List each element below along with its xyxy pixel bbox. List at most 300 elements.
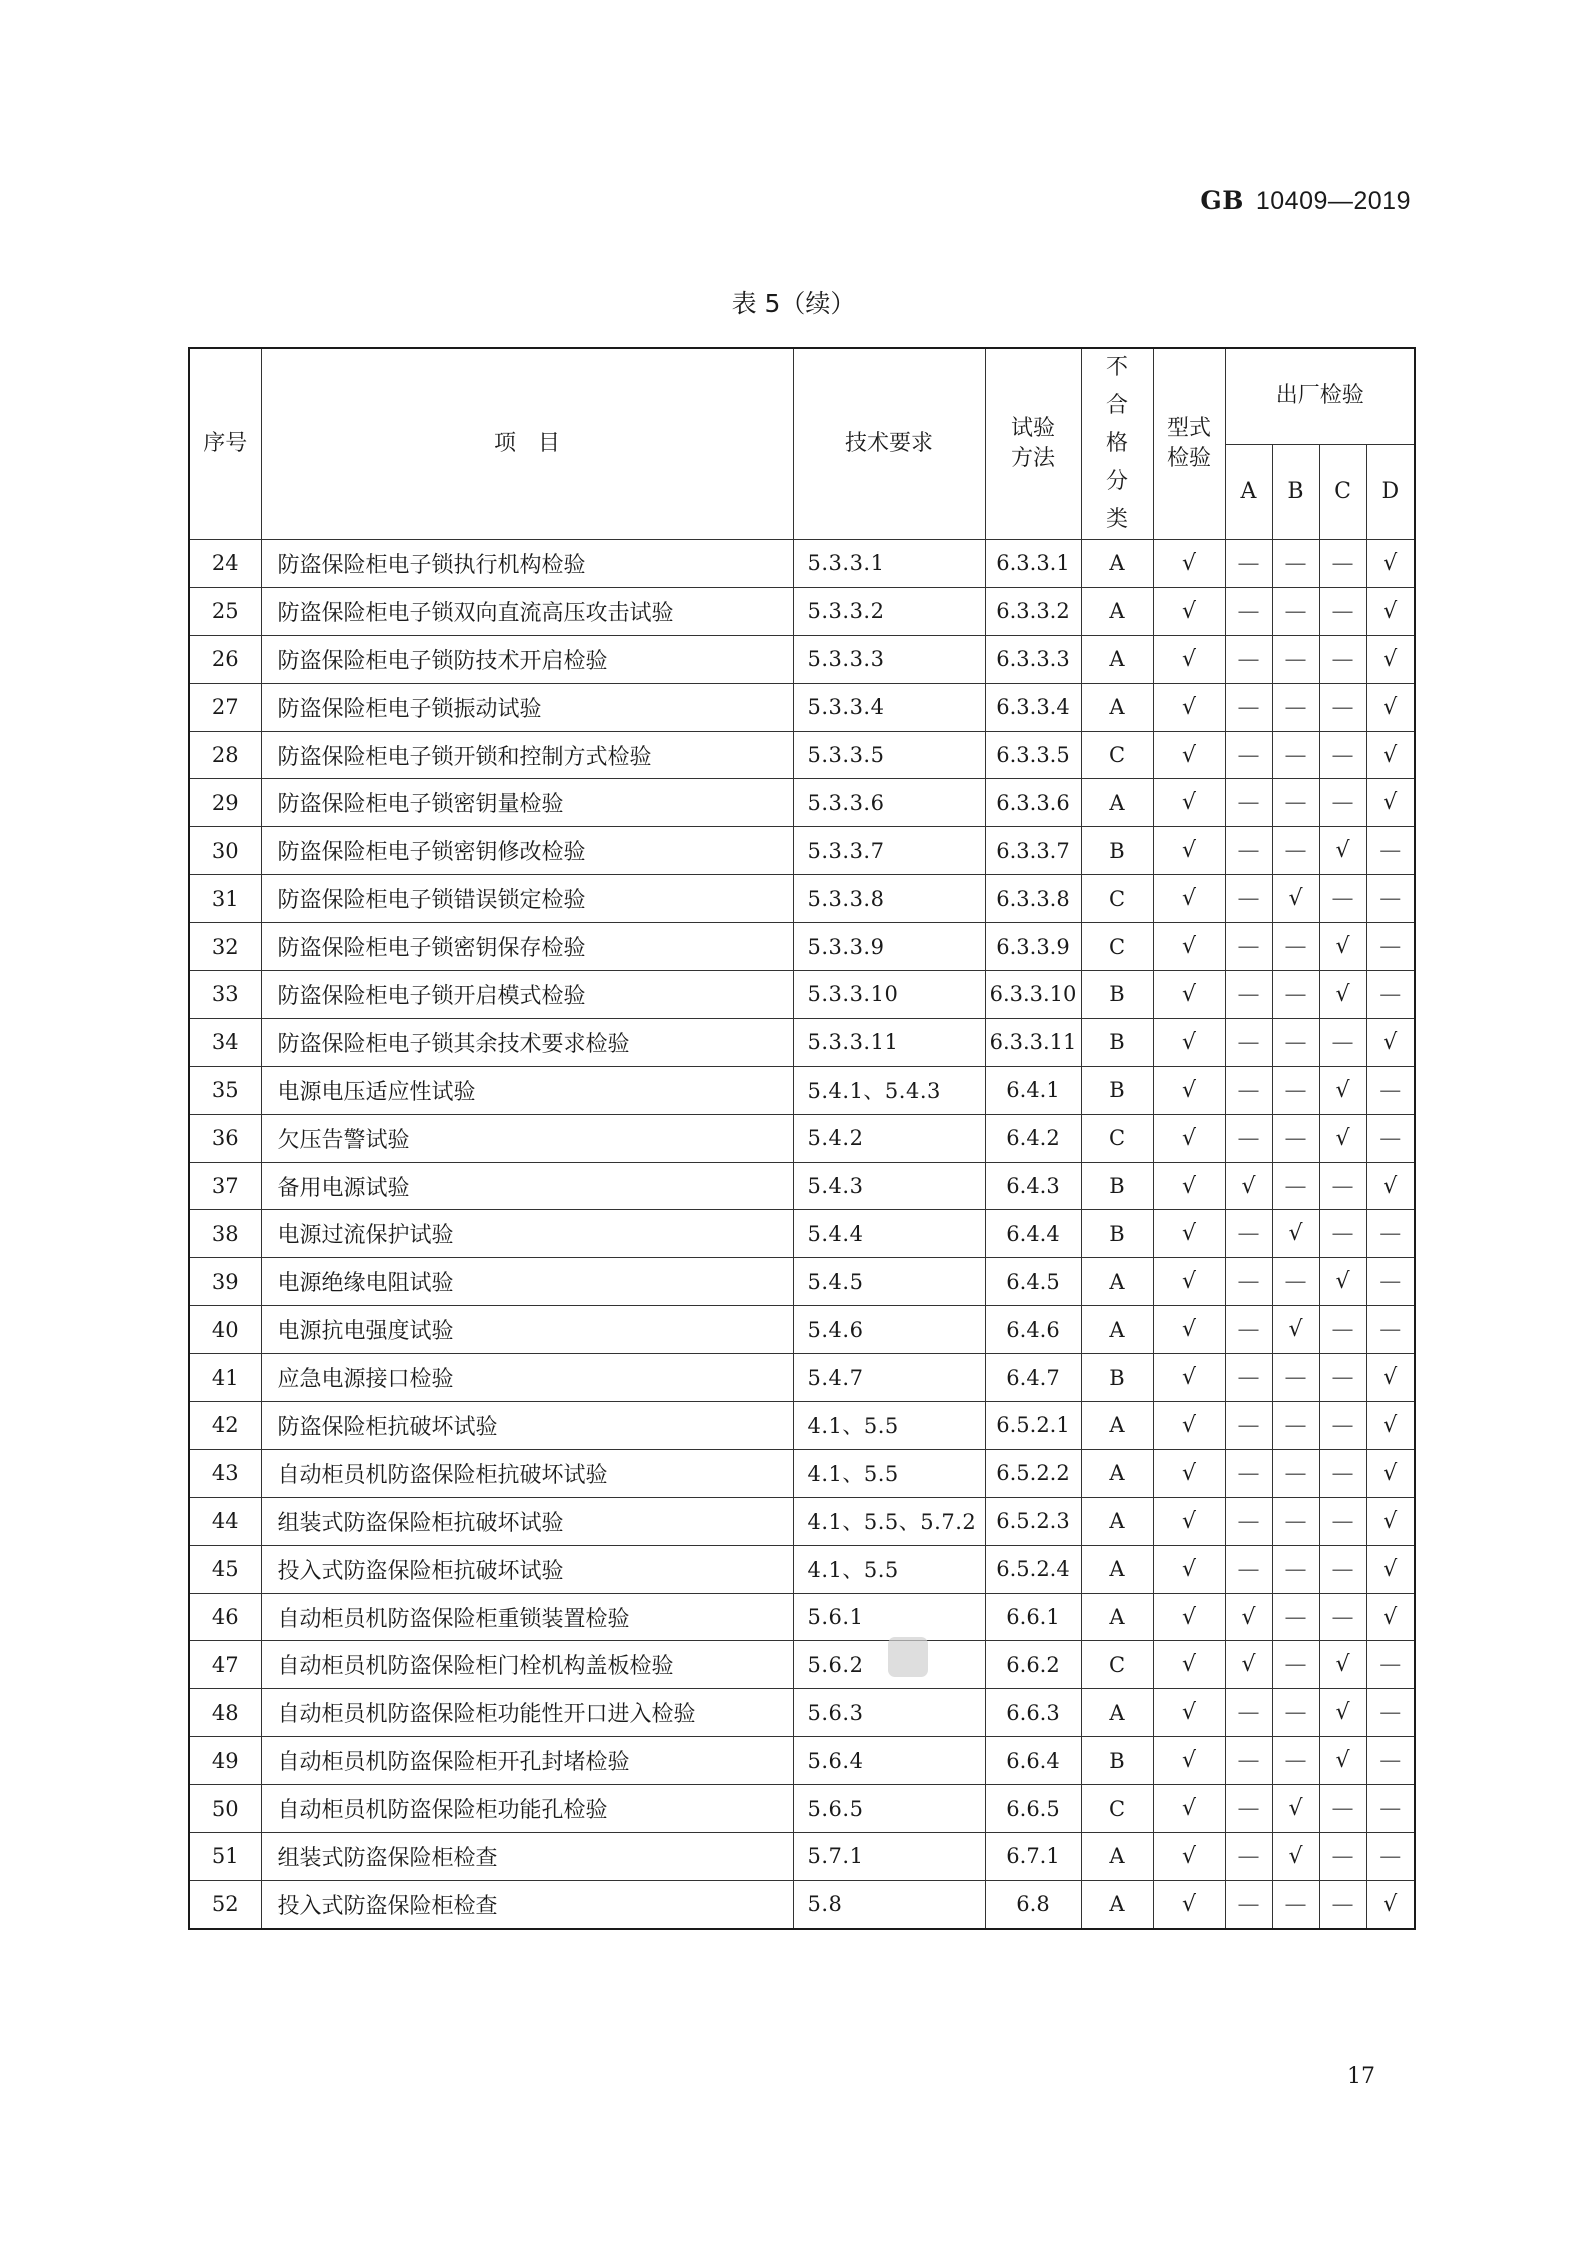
row-no: 51: [189, 1833, 261, 1881]
row-requirement: 5.3.3.9: [793, 923, 985, 971]
row-factory-d: √: [1366, 1354, 1415, 1402]
row-no: 50: [189, 1785, 261, 1833]
row-no: 30: [189, 827, 261, 875]
row-factory-b: —: [1272, 731, 1319, 779]
row-type-test: √: [1153, 1018, 1225, 1066]
row-factory-a: —: [1225, 875, 1272, 923]
row-method: 6.3.3.3: [985, 635, 1081, 683]
col-header-d: D: [1366, 444, 1415, 539]
row-item: 投入式防盗保险柜检查: [261, 1880, 793, 1928]
row-factory-b: —: [1272, 1114, 1319, 1162]
row-factory-b: —: [1272, 540, 1319, 588]
row-class: B: [1081, 1354, 1153, 1402]
row-class: A: [1081, 1497, 1153, 1545]
row-factory-b: —: [1272, 683, 1319, 731]
row-class: A: [1081, 1306, 1153, 1354]
row-factory-d: √: [1366, 1162, 1415, 1210]
row-factory-a: —: [1225, 1497, 1272, 1545]
row-requirement: 5.3.3.8: [793, 875, 985, 923]
table-row: [189, 731, 1415, 779]
row-item: 防盗保险柜电子锁密钥修改检验: [261, 827, 793, 875]
nonconformity-header-text: 不合格分类: [1105, 355, 1128, 532]
row-factory-d: √: [1366, 1545, 1415, 1593]
row-class: C: [1081, 923, 1153, 971]
row-type-test: √: [1153, 1641, 1225, 1689]
row-method: 6.3.3.11: [985, 1018, 1081, 1066]
row-factory-d: —: [1366, 923, 1415, 971]
row-type-test: √: [1153, 1880, 1225, 1928]
row-factory-b: —: [1272, 587, 1319, 635]
row-factory-c: —: [1319, 1880, 1366, 1928]
row-factory-c: —: [1319, 1402, 1366, 1450]
row-requirement: 5.6.4: [793, 1737, 985, 1785]
row-factory-c: √: [1319, 1641, 1366, 1689]
row-class: A: [1081, 635, 1153, 683]
row-factory-d: —: [1366, 1066, 1415, 1114]
col-header-c: C: [1319, 444, 1366, 539]
row-factory-d: —: [1366, 827, 1415, 875]
row-factory-d: √: [1366, 779, 1415, 827]
table-row: [189, 635, 1415, 683]
row-factory-c: —: [1319, 779, 1366, 827]
table-row: [189, 779, 1415, 827]
row-factory-a: —: [1225, 1785, 1272, 1833]
row-type-test: √: [1153, 635, 1225, 683]
row-requirement: 5.6.1: [793, 1593, 985, 1641]
row-factory-d: √: [1366, 1593, 1415, 1641]
row-class: A: [1081, 1689, 1153, 1737]
row-factory-c: —: [1319, 1833, 1366, 1881]
row-factory-a: —: [1225, 540, 1272, 588]
row-class: B: [1081, 1737, 1153, 1785]
table-row: [189, 923, 1415, 971]
row-no: 47: [189, 1641, 261, 1689]
row-item: 组装式防盗保险柜抗破坏试验: [261, 1497, 793, 1545]
row-method: 6.4.2: [985, 1114, 1081, 1162]
row-no: 35: [189, 1066, 261, 1114]
table-row: [189, 1162, 1415, 1210]
row-item: 防盗保险柜电子锁错误锁定检验: [261, 875, 793, 923]
row-factory-c: √: [1319, 1066, 1366, 1114]
table-row: [189, 1833, 1415, 1881]
table-row: [189, 1497, 1415, 1545]
row-factory-d: √: [1366, 635, 1415, 683]
row-factory-b: —: [1272, 1258, 1319, 1306]
table-row: [189, 1737, 1415, 1785]
row-factory-b: —: [1272, 779, 1319, 827]
row-factory-c: —: [1319, 1449, 1366, 1497]
table-row: [189, 1449, 1415, 1497]
row-requirement: 5.3.3.1: [793, 540, 985, 588]
row-type-test: √: [1153, 1497, 1225, 1545]
row-type-test: √: [1153, 1545, 1225, 1593]
row-class: C: [1081, 1641, 1153, 1689]
row-item: 防盗保险柜电子锁其余技术要求检验: [261, 1018, 793, 1066]
row-item: 自动柜员机防盗保险柜开孔封堵检验: [261, 1737, 793, 1785]
row-requirement: 5.4.5: [793, 1258, 985, 1306]
row-factory-c: —: [1319, 1593, 1366, 1641]
row-factory-d: —: [1366, 1737, 1415, 1785]
page-number: 17: [1347, 2064, 1375, 2089]
row-item: 防盗保险柜电子锁执行机构检验: [261, 540, 793, 588]
table-row: [189, 827, 1415, 875]
col-header-type-test: [1153, 348, 1225, 540]
row-factory-d: —: [1366, 1785, 1415, 1833]
row-type-test: √: [1153, 1210, 1225, 1258]
row-factory-d: √: [1366, 683, 1415, 731]
row-factory-c: √: [1319, 1114, 1366, 1162]
row-requirement: 5.3.3.11: [793, 1018, 985, 1066]
inspection-table: [188, 347, 1416, 1930]
row-no: 34: [189, 1018, 261, 1066]
table-row: [189, 1306, 1415, 1354]
row-factory-c: —: [1319, 1497, 1366, 1545]
row-item: 电源过流保护试验: [261, 1210, 793, 1258]
row-item: 应急电源接口检验: [261, 1354, 793, 1402]
row-type-test: √: [1153, 1354, 1225, 1402]
row-factory-b: —: [1272, 923, 1319, 971]
row-class: C: [1081, 731, 1153, 779]
table-row: [189, 1785, 1415, 1833]
row-no: 36: [189, 1114, 261, 1162]
row-factory-a: —: [1225, 1545, 1272, 1593]
row-class: A: [1081, 1402, 1153, 1450]
row-factory-b: √: [1272, 875, 1319, 923]
row-class: B: [1081, 1210, 1153, 1258]
row-method: 6.5.2.3: [985, 1497, 1081, 1545]
row-no: 28: [189, 731, 261, 779]
table-body: [189, 540, 1415, 1929]
row-no: 39: [189, 1258, 261, 1306]
row-method: 6.3.3.6: [985, 779, 1081, 827]
row-method: 6.5.2.2: [985, 1449, 1081, 1497]
row-requirement: 5.3.3.4: [793, 683, 985, 731]
row-requirement: 5.3.3.2: [793, 587, 985, 635]
row-method: 6.3.3.4: [985, 683, 1081, 731]
row-item: 投入式防盗保险柜抗破坏试验: [261, 1545, 793, 1593]
table-row: [189, 1402, 1415, 1450]
row-requirement: 5.3.3.7: [793, 827, 985, 875]
row-type-test: √: [1153, 587, 1225, 635]
row-factory-a: √: [1225, 1593, 1272, 1641]
row-no: 49: [189, 1737, 261, 1785]
table-row: [189, 587, 1415, 635]
row-factory-b: —: [1272, 827, 1319, 875]
row-factory-d: —: [1366, 1258, 1415, 1306]
row-item: 电源电压适应性试验: [261, 1066, 793, 1114]
row-method: 6.4.1: [985, 1066, 1081, 1114]
row-method: 6.6.5: [985, 1785, 1081, 1833]
row-method: 6.4.6: [985, 1306, 1081, 1354]
row-factory-a: —: [1225, 1880, 1272, 1928]
table-row: [189, 1210, 1415, 1258]
row-factory-a: —: [1225, 1306, 1272, 1354]
row-no: 48: [189, 1689, 261, 1737]
table-row: [189, 1354, 1415, 1402]
row-factory-a: —: [1225, 923, 1272, 971]
row-factory-b: —: [1272, 1018, 1319, 1066]
row-factory-c: —: [1319, 875, 1366, 923]
row-factory-a: √: [1225, 1162, 1272, 1210]
row-requirement: 5.6.5: [793, 1785, 985, 1833]
col-header-a: A: [1225, 444, 1272, 539]
row-item: 自动柜员机防盗保险柜门栓机构盖板检验: [261, 1641, 793, 1689]
row-type-test: √: [1153, 1785, 1225, 1833]
row-factory-a: —: [1225, 971, 1272, 1019]
gray-mark: [888, 1637, 928, 1677]
type-test-header-text: 型式检验: [1166, 416, 1211, 471]
row-class: C: [1081, 875, 1153, 923]
row-factory-b: —: [1272, 1354, 1319, 1402]
row-factory-a: —: [1225, 1210, 1272, 1258]
row-class: B: [1081, 971, 1153, 1019]
row-requirement: 5.3.3.6: [793, 779, 985, 827]
row-method: 6.3.3.7: [985, 827, 1081, 875]
standard-code: [1200, 186, 1411, 216]
row-factory-d: √: [1366, 1402, 1415, 1450]
row-class: B: [1081, 1162, 1153, 1210]
col-header-requirement: 技术要求: [793, 348, 985, 540]
row-method: 6.3.3.2: [985, 587, 1081, 635]
row-class: A: [1081, 540, 1153, 588]
row-factory-a: —: [1225, 587, 1272, 635]
row-factory-b: √: [1272, 1306, 1319, 1354]
row-factory-a: —: [1225, 1833, 1272, 1881]
row-requirement: 5.4.3: [793, 1162, 985, 1210]
row-class: B: [1081, 827, 1153, 875]
row-factory-c: √: [1319, 1689, 1366, 1737]
row-factory-c: √: [1319, 1258, 1366, 1306]
row-item: 防盗保险柜电子锁开启模式检验: [261, 971, 793, 1019]
row-factory-d: —: [1366, 1306, 1415, 1354]
row-factory-c: —: [1319, 683, 1366, 731]
row-factory-c: —: [1319, 587, 1366, 635]
row-class: C: [1081, 1114, 1153, 1162]
row-method: 6.7.1: [985, 1833, 1081, 1881]
row-factory-c: √: [1319, 1737, 1366, 1785]
row-requirement: 5.4.6: [793, 1306, 985, 1354]
row-type-test: √: [1153, 1066, 1225, 1114]
table-row: [189, 683, 1415, 731]
row-type-test: √: [1153, 779, 1225, 827]
row-factory-b: —: [1272, 971, 1319, 1019]
row-factory-d: √: [1366, 1497, 1415, 1545]
row-class: A: [1081, 1545, 1153, 1593]
row-factory-a: —: [1225, 827, 1272, 875]
row-type-test: √: [1153, 540, 1225, 588]
row-no: 32: [189, 923, 261, 971]
row-class: A: [1081, 1833, 1153, 1881]
row-requirement: 4.1、5.5: [793, 1545, 985, 1593]
col-header-b: B: [1272, 444, 1319, 539]
row-factory-a: —: [1225, 1018, 1272, 1066]
row-requirement: 4.1、5.5: [793, 1449, 985, 1497]
row-factory-d: —: [1366, 1689, 1415, 1737]
row-factory-b: —: [1272, 1593, 1319, 1641]
row-no: 43: [189, 1449, 261, 1497]
row-factory-d: √: [1366, 587, 1415, 635]
row-requirement: 4.1、5.5、5.7.2: [793, 1497, 985, 1545]
row-no: 29: [189, 779, 261, 827]
row-factory-a: —: [1225, 1066, 1272, 1114]
row-type-test: √: [1153, 1306, 1225, 1354]
row-factory-d: √: [1366, 1449, 1415, 1497]
row-item: 电源绝缘电阻试验: [261, 1258, 793, 1306]
row-type-test: √: [1153, 1402, 1225, 1450]
table-row: [189, 1880, 1415, 1928]
row-factory-c: √: [1319, 923, 1366, 971]
row-method: 6.5.2.1: [985, 1402, 1081, 1450]
row-method: 6.8: [985, 1880, 1081, 1928]
table-row: [189, 1593, 1415, 1641]
row-class: A: [1081, 1449, 1153, 1497]
row-factory-c: —: [1319, 1306, 1366, 1354]
table-row: [189, 1018, 1415, 1066]
row-factory-c: —: [1319, 1354, 1366, 1402]
row-item: 防盗保险柜电子锁防技术开启检验: [261, 635, 793, 683]
row-type-test: √: [1153, 1593, 1225, 1641]
row-no: 44: [189, 1497, 261, 1545]
row-requirement: 4.1、5.5: [793, 1402, 985, 1450]
col-header-factory-test: 出厂检验: [1225, 348, 1415, 444]
row-item: 电源抗电强度试验: [261, 1306, 793, 1354]
row-factory-b: —: [1272, 1066, 1319, 1114]
row-no: 24: [189, 540, 261, 588]
row-no: 45: [189, 1545, 261, 1593]
row-factory-a: —: [1225, 1402, 1272, 1450]
row-factory-b: —: [1272, 1880, 1319, 1928]
row-class: A: [1081, 1593, 1153, 1641]
row-factory-c: —: [1319, 635, 1366, 683]
row-item: 防盗保险柜抗破坏试验: [261, 1402, 793, 1450]
row-method: 6.5.2.4: [985, 1545, 1081, 1593]
standard-number: 10409—2019: [1255, 187, 1411, 215]
row-type-test: √: [1153, 683, 1225, 731]
row-class: C: [1081, 1785, 1153, 1833]
table-row: [189, 540, 1415, 588]
row-factory-c: —: [1319, 1210, 1366, 1258]
row-class: B: [1081, 1018, 1153, 1066]
row-type-test: √: [1153, 731, 1225, 779]
table-row: [189, 1066, 1415, 1114]
row-requirement: 5.3.3.10: [793, 971, 985, 1019]
row-class: A: [1081, 1880, 1153, 1928]
row-factory-b: —: [1272, 1497, 1319, 1545]
row-no: 41: [189, 1354, 261, 1402]
row-type-test: √: [1153, 1689, 1225, 1737]
row-class: A: [1081, 683, 1153, 731]
row-method: 6.6.4: [985, 1737, 1081, 1785]
row-method: 6.3.3.10: [985, 971, 1081, 1019]
row-factory-c: —: [1319, 1545, 1366, 1593]
row-item: 防盗保险柜电子锁双向直流高压攻击试验: [261, 587, 793, 635]
row-factory-b: √: [1272, 1210, 1319, 1258]
row-no: 25: [189, 587, 261, 635]
row-no: 52: [189, 1880, 261, 1928]
row-method: 6.4.4: [985, 1210, 1081, 1258]
col-header-no: 序号: [189, 348, 261, 540]
row-method: 6.4.5: [985, 1258, 1081, 1306]
row-no: 46: [189, 1593, 261, 1641]
row-factory-b: —: [1272, 1162, 1319, 1210]
row-method: 6.6.2: [985, 1641, 1081, 1689]
method-header-text: 试验方法: [1010, 416, 1055, 471]
row-type-test: √: [1153, 1737, 1225, 1785]
row-factory-a: —: [1225, 1258, 1272, 1306]
row-factory-b: —: [1272, 1449, 1319, 1497]
row-factory-b: —: [1272, 1737, 1319, 1785]
row-type-test: √: [1153, 875, 1225, 923]
row-factory-a: √: [1225, 1641, 1272, 1689]
row-factory-a: —: [1225, 1737, 1272, 1785]
row-no: 31: [189, 875, 261, 923]
row-factory-b: √: [1272, 1833, 1319, 1881]
row-item: 防盗保险柜电子锁密钥保存检验: [261, 923, 793, 971]
row-factory-d: √: [1366, 731, 1415, 779]
row-factory-a: —: [1225, 1114, 1272, 1162]
row-factory-b: —: [1272, 635, 1319, 683]
row-type-test: √: [1153, 1833, 1225, 1881]
col-header-item: 项 目: [261, 348, 793, 540]
row-factory-c: —: [1319, 1785, 1366, 1833]
table-row: [189, 1545, 1415, 1593]
row-item: 自动柜员机防盗保险柜抗破坏试验: [261, 1449, 793, 1497]
row-no: 33: [189, 971, 261, 1019]
row-no: 40: [189, 1306, 261, 1354]
row-factory-d: √: [1366, 540, 1415, 588]
row-factory-d: —: [1366, 1114, 1415, 1162]
row-class: A: [1081, 779, 1153, 827]
row-no: 38: [189, 1210, 261, 1258]
row-no: 42: [189, 1402, 261, 1450]
row-type-test: √: [1153, 923, 1225, 971]
table-row: [189, 1114, 1415, 1162]
row-type-test: √: [1153, 1162, 1225, 1210]
row-item: 防盗保险柜电子锁密钥量检验: [261, 779, 793, 827]
row-factory-b: √: [1272, 1785, 1319, 1833]
standard-prefix: GB: [1200, 186, 1244, 215]
row-requirement: 5.6.2: [793, 1641, 985, 1689]
row-requirement: 5.4.4: [793, 1210, 985, 1258]
row-method: 6.4.7: [985, 1354, 1081, 1402]
row-item: 自动柜员机防盗保险柜重锁装置检验: [261, 1593, 793, 1641]
row-factory-b: —: [1272, 1641, 1319, 1689]
row-method: 6.3.3.5: [985, 731, 1081, 779]
row-no: 26: [189, 635, 261, 683]
row-factory-a: —: [1225, 635, 1272, 683]
table-row: [189, 971, 1415, 1019]
table-row: [189, 1258, 1415, 1306]
row-class: B: [1081, 1066, 1153, 1114]
table-row: [189, 1689, 1415, 1737]
row-item: 防盗保险柜电子锁开锁和控制方式检验: [261, 731, 793, 779]
row-factory-a: —: [1225, 1354, 1272, 1402]
row-factory-a: —: [1225, 779, 1272, 827]
row-factory-a: —: [1225, 683, 1272, 731]
row-factory-d: —: [1366, 1641, 1415, 1689]
row-requirement: 5.7.1: [793, 1833, 985, 1881]
row-method: 6.3.3.1: [985, 540, 1081, 588]
row-item: 组装式防盗保险柜检查: [261, 1833, 793, 1881]
row-factory-c: —: [1319, 540, 1366, 588]
row-factory-d: —: [1366, 1210, 1415, 1258]
row-factory-c: —: [1319, 731, 1366, 779]
row-factory-b: —: [1272, 1402, 1319, 1450]
row-item: 防盗保险柜电子锁振动试验: [261, 683, 793, 731]
row-requirement: 5.3.3.5: [793, 731, 985, 779]
row-type-test: √: [1153, 1258, 1225, 1306]
row-method: 6.3.3.9: [985, 923, 1081, 971]
